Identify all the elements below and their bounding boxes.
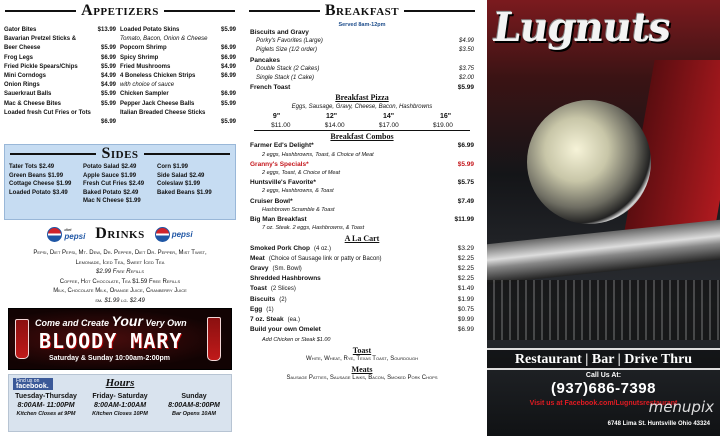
phone-number[interactable]: (937)686-7398 xyxy=(551,380,656,397)
item-name: Popcorn Shrimp xyxy=(120,45,167,52)
hours-column xyxy=(83,393,157,419)
combo-desc: 2 eggs, Toast, & Choice of Meat xyxy=(262,170,341,177)
side-item xyxy=(157,180,228,189)
hours-days: Tuesday-Thursday xyxy=(15,393,77,400)
watermark: menupix xyxy=(648,398,714,416)
item-price: $1.99 xyxy=(196,189,212,196)
item-price: $2.00 xyxy=(458,75,474,82)
toast-title: Toast xyxy=(352,345,372,355)
item-price: $4.99 xyxy=(220,63,236,70)
bloody-mary-banner xyxy=(8,308,232,370)
drinks-section xyxy=(0,223,240,307)
item-price: $2.25 xyxy=(457,275,474,283)
side-item xyxy=(83,180,154,189)
item-label xyxy=(250,244,331,254)
item-price: $6.99 xyxy=(220,91,236,98)
pepsi-logo-right: pepsi xyxy=(155,227,193,242)
hours-column xyxy=(9,393,83,419)
item-price: $5.99 xyxy=(220,27,236,33)
sides-column xyxy=(157,163,231,206)
hours-note: Kitchen Closes 10PM xyxy=(92,411,148,417)
item-price: $1.99 xyxy=(48,172,64,179)
item-price: $1.99 xyxy=(185,181,201,188)
item-price: $11.99 xyxy=(454,216,474,224)
pizza-size: 12" xyxy=(326,112,338,120)
item-price: $2.25 xyxy=(457,265,474,273)
item-name: Gravy xyxy=(250,265,269,273)
item-name: 4 Boneless Chicken Strips xyxy=(120,73,196,80)
item-name: Shredded Hashbrowns xyxy=(250,275,321,283)
sides-column xyxy=(9,163,83,206)
item-price: $5.99 xyxy=(100,45,116,52)
item-name: Pepper Jack Cheese Balls xyxy=(120,100,195,107)
appetizer-note xyxy=(120,35,236,44)
pizza-prices xyxy=(254,121,470,131)
item-name: Mac & Cheese Bites xyxy=(4,100,62,107)
appetizer-item xyxy=(120,54,236,63)
pizza-desc: Eggs, Sausage, Gravy, Cheese, Bacon, Hashbrowns xyxy=(291,103,433,110)
item-label xyxy=(250,325,325,335)
item-name: Gator Bites xyxy=(4,27,37,33)
brand-logo: Lugnuts xyxy=(489,4,674,51)
item-price: $6.99 xyxy=(100,54,116,61)
pizza-size: 16" xyxy=(439,112,452,120)
hours-column xyxy=(157,393,231,419)
pizza-price: $19.00 xyxy=(432,122,453,130)
drinks-title: Drinks xyxy=(95,225,145,242)
appetizer-item xyxy=(120,109,236,118)
item-name: Onion Rings xyxy=(4,82,40,89)
car-grille-image xyxy=(487,280,720,340)
item-label xyxy=(250,295,287,305)
tagline-bar: Restaurant | Bar | Drive Thru xyxy=(487,348,720,370)
alacarte-item xyxy=(250,295,474,305)
item-price: $0.75 xyxy=(457,305,474,313)
breakfast-header xyxy=(244,0,480,22)
sides-header xyxy=(5,145,235,163)
combo-desc: 7 oz. Steak. 2 eggs, Hashbrowns, & Toast xyxy=(262,225,365,232)
item-price: $4.99 xyxy=(100,73,116,80)
appetizer-item xyxy=(4,109,116,118)
item-price: $6.99 xyxy=(220,45,236,52)
item-name: Smoked Pork Chop xyxy=(250,244,310,252)
item-name: Meat xyxy=(250,254,265,262)
appetizers-header xyxy=(0,0,240,22)
item-price: $5.75 xyxy=(457,179,474,187)
combo-desc: 2 eggs, Hashbrowns, & Toast xyxy=(262,188,334,195)
alacarte-item xyxy=(250,244,474,254)
appetizer-item xyxy=(4,63,116,72)
facebook-link[interactable]: Visit us at Facebook.com/Lugnutsrestaurant xyxy=(529,400,678,407)
item-name: Cottage Cheese xyxy=(9,181,55,188)
side-item xyxy=(83,197,154,206)
appetizer-item xyxy=(4,35,116,44)
combo-item xyxy=(250,197,474,206)
item-name: Fried Mushrooms xyxy=(120,63,171,70)
bloody-mary-times: Saturday & Sunday 10:00am-2:00pm xyxy=(49,355,170,362)
item-price: $2.49 xyxy=(39,164,55,170)
item-name: Mac N Cheese xyxy=(83,198,124,205)
item-name: Tater Tots xyxy=(9,164,38,170)
car-bumper-image xyxy=(487,220,720,284)
item-label xyxy=(250,264,302,274)
breakfast-title: Breakfast xyxy=(324,2,400,19)
appetizers-section xyxy=(0,0,240,143)
appetizers-left-list xyxy=(4,26,120,127)
car-headlight-image xyxy=(527,100,651,224)
item-note: (ea.) xyxy=(287,317,300,324)
item-price: $1.99 xyxy=(173,164,189,170)
appetizer-item xyxy=(4,72,116,81)
side-item xyxy=(157,189,228,198)
side-item xyxy=(9,163,80,172)
appetizer-item xyxy=(4,26,116,35)
item-price: $1.99 xyxy=(125,198,141,205)
appetizer-item xyxy=(4,90,116,99)
pepsi-globe-icon xyxy=(155,227,170,242)
item-price: $5.99 xyxy=(457,160,474,168)
item-name: Bavarian Pretzel Sticks & xyxy=(4,36,77,43)
side-item xyxy=(9,172,80,181)
item-name: Beer Cheese xyxy=(4,45,41,52)
hours-time: 8:00AM- 11:00PM xyxy=(17,401,75,409)
item-name: Green Beans xyxy=(9,172,47,179)
item-name: Tomato, Bacon, Onion & Cheese xyxy=(120,36,208,43)
appetizer-item xyxy=(120,118,236,127)
pizza-price: $11.00 xyxy=(271,122,291,130)
side-item xyxy=(9,189,80,198)
item-note: (Choice of Sausage link or patty or Bacon) xyxy=(268,255,382,262)
item-name: Build your own Omelet xyxy=(250,326,321,334)
item-name: Corn xyxy=(157,164,171,170)
hours-note: Kitchen Closes at 9PM xyxy=(16,411,76,417)
alacarte-item xyxy=(250,274,474,284)
item-name: Farmer Ed's Delight* xyxy=(250,142,314,150)
drinks-line-2: Lemonade, Iced Tea, Sweet Iced Tea xyxy=(75,259,165,266)
item-price: $3.29 xyxy=(457,244,474,252)
item-price: $1.99 xyxy=(121,172,137,179)
item-price: $2.25 xyxy=(457,254,474,262)
item-price: $3.49 xyxy=(52,189,68,196)
right-column xyxy=(487,0,720,436)
appetizer-item xyxy=(120,26,236,35)
item-name: Cruiser Bowl* xyxy=(250,197,293,205)
appetizer-item xyxy=(120,100,236,109)
appetizers-right-list xyxy=(120,26,236,127)
sides-list xyxy=(5,163,235,206)
address: 6748 Lima St. Huntsville Ohio 43324 xyxy=(607,421,710,427)
facebook-badge[interactable]: Find us on facebook. xyxy=(13,378,53,390)
item-price: $1.99 xyxy=(457,295,474,303)
sides-section xyxy=(4,144,236,220)
alacarte-title: A La Cart xyxy=(344,234,380,244)
item-note xyxy=(323,276,325,282)
appetizer-item xyxy=(4,81,116,90)
item-name: Single Stack (1 Cake) xyxy=(256,75,315,82)
drink-glass-icon xyxy=(15,319,29,359)
item-label xyxy=(250,254,382,264)
drink-glass-icon xyxy=(207,317,221,361)
item-note xyxy=(323,327,325,333)
appetizer-item xyxy=(4,100,116,109)
item-price: $3.50 xyxy=(458,47,474,54)
biscuits-title: Biscuits and Gravy xyxy=(250,29,309,36)
bloody-mary-title: BLOODY MARY xyxy=(39,329,183,353)
alacarte-item xyxy=(250,284,474,294)
item-name: Baked Beans xyxy=(157,189,195,196)
alacarte-item xyxy=(250,325,474,335)
item-name: Italian Breaded Cheese Sticks xyxy=(120,109,206,116)
pancakes-title: Pancakes xyxy=(250,56,280,64)
item-name: Potato Salad xyxy=(83,164,120,170)
appetizer-item xyxy=(120,90,236,99)
item-price: $4.99 xyxy=(100,82,116,89)
french-toast-item xyxy=(250,83,474,92)
appetizer-item xyxy=(4,118,116,127)
item-name: Biscuits xyxy=(250,295,276,303)
item-price: $13.99 xyxy=(97,27,116,33)
item-name: Baked Potato xyxy=(83,189,122,196)
item-name: Big Man Breakfast xyxy=(250,216,307,224)
item-price: $4.99 xyxy=(458,38,474,45)
left-column xyxy=(0,0,240,436)
pizza-price: $17.00 xyxy=(378,122,399,130)
appetizer-item xyxy=(120,72,236,81)
item-price: $3.75 xyxy=(458,65,474,72)
item-price: $7.49 xyxy=(457,197,474,205)
middle-column xyxy=(244,0,480,436)
alacarte-item xyxy=(250,315,474,325)
item-name: Fresh Cut Fries xyxy=(83,181,128,188)
appetizer-item xyxy=(120,63,236,72)
item-name: Mini Corndogs xyxy=(4,73,46,80)
item-name: with choice of sauce xyxy=(120,82,175,89)
appetizers-title: Appetizers xyxy=(81,2,159,19)
combo-item xyxy=(250,160,474,169)
omelet-note: Add Chicken or Steak $1.00 xyxy=(262,336,331,343)
pizza-title: Breakfast Pizza xyxy=(335,93,389,103)
item-name: Egg xyxy=(250,305,263,313)
combo-item xyxy=(250,141,474,150)
alacarte-item xyxy=(250,254,474,264)
item-price: $5.99 xyxy=(100,63,116,70)
item-label xyxy=(250,305,274,315)
biscuit-item xyxy=(250,37,474,46)
breakfast-menu xyxy=(244,28,480,384)
item-name: Huntsville's Favorite* xyxy=(250,179,316,187)
drinks-line-1: Pepsi, Diet Pepsi, Mt. Dew, Dr. Pepper, Diet Dr. Pepper, Mist Twist, xyxy=(33,250,207,256)
item-name: Double Stack (2 Cakes) xyxy=(256,65,320,72)
item-price: $5.99 xyxy=(100,91,116,98)
hours-section xyxy=(8,374,232,432)
hours-days: Friday- Saturday xyxy=(92,393,148,400)
item-price: $5.99 xyxy=(220,119,236,126)
drinks-line-3: $2.99 Free Refills xyxy=(96,269,144,275)
combo-item xyxy=(250,215,474,224)
pizza-sizes xyxy=(250,112,474,121)
item-price: $5.99 xyxy=(457,84,474,92)
item-price: $2.49 xyxy=(189,172,205,179)
item-price: $5.99 xyxy=(100,100,116,107)
item-name: Chicken Sampler xyxy=(120,91,169,98)
side-item xyxy=(157,163,228,172)
item-note: (1) xyxy=(266,306,274,313)
side-item xyxy=(9,180,80,189)
pancake-item xyxy=(250,74,474,83)
item-price: $5.99 xyxy=(220,100,236,107)
item-price: $6.99 xyxy=(100,119,116,126)
item-name: Coleslaw xyxy=(157,181,184,188)
hours-time: 8:00AM-1:00AM xyxy=(93,401,147,409)
combo-desc: Hashbrown Scramble & Toast xyxy=(262,206,335,213)
item-note: (Sm. Bowl) xyxy=(272,266,302,273)
item-name: Side Salad xyxy=(157,172,188,179)
appetizer-item xyxy=(4,44,116,53)
pancake-item xyxy=(250,65,474,74)
item-name: Porky's Favorites (Large) xyxy=(256,38,323,45)
item-price: $2.49 xyxy=(123,189,139,196)
item-price: $6.99 xyxy=(457,142,474,150)
side-item xyxy=(83,189,154,198)
side-item xyxy=(83,172,154,181)
sides-column xyxy=(83,163,157,206)
pepsi-logo-left: diet pepsi xyxy=(47,227,85,242)
combo-item xyxy=(250,178,474,187)
item-price: $2.49 xyxy=(129,181,145,188)
item-name: Fried Pickle Spears/Chips xyxy=(4,63,78,70)
item-note: (2) xyxy=(279,296,287,303)
appetizer-item xyxy=(4,54,116,63)
alacarte-item xyxy=(250,305,474,315)
item-price: $6.99 xyxy=(220,73,236,80)
sides-title: Sides xyxy=(101,145,139,162)
item-price: $1.99 xyxy=(56,181,72,188)
lugnuts-poster xyxy=(487,0,720,436)
item-label xyxy=(250,315,300,325)
item-note: (2 Slices) xyxy=(270,286,296,293)
combo-desc: 2 eggs, Hashbrowns, Toast, & Choice of Meat xyxy=(262,151,374,158)
item-price: $6.99 xyxy=(220,54,236,61)
item-name: Loaded Potato xyxy=(9,189,51,196)
item-name: Loaded Potato Skins xyxy=(120,27,180,33)
item-price: $2.49 xyxy=(121,164,137,170)
alacarte-item xyxy=(250,264,474,274)
item-name: Piglets Size (1/2 order) xyxy=(256,47,318,54)
hours-time: 8:00AM-8:00PM xyxy=(168,401,220,409)
combos-title: Breakfast Combos xyxy=(330,132,394,142)
item-name: French Toast xyxy=(250,84,291,92)
item-price: $6.99 xyxy=(457,326,474,334)
pizza-size: 14" xyxy=(382,112,395,120)
item-name: Spicy Shrimp xyxy=(120,54,159,61)
item-label xyxy=(250,284,296,294)
item-name: Granny's Specials* xyxy=(250,160,309,168)
call-us-label: Call Us At: xyxy=(585,372,622,379)
item-price: $1.49 xyxy=(457,285,474,293)
hours-title: Hours xyxy=(105,377,135,389)
pizza-size: 9" xyxy=(272,112,281,120)
item-price: $9.99 xyxy=(457,316,474,324)
side-item xyxy=(157,172,228,181)
appetizer-note xyxy=(120,81,236,90)
pizza-price: $14.00 xyxy=(324,122,345,130)
item-name: Sauerkraut Balls xyxy=(4,91,52,98)
hours-note: Bar Opens 10AM xyxy=(171,411,216,417)
item-note: (4 oz.) xyxy=(313,245,331,252)
item-name: Frog Legs xyxy=(4,54,34,61)
appetizer-item xyxy=(120,44,236,53)
drinks-line-5: Milk, Chocolate Milk, Orange Juice, Cranberry Juice xyxy=(53,288,187,294)
item-name: Apple Sauce xyxy=(83,172,120,179)
breakfast-served-hours: Served 8am-12pm xyxy=(338,22,386,28)
meats-line: Sausage Patties, Sausage Links, Bacon, Smoked Pork Chops xyxy=(286,375,438,382)
meats-title: Meats xyxy=(351,365,373,375)
item-name: 7 oz. Steak xyxy=(250,316,284,324)
drinks-line-6: sm. $1.99 lg. $2.49 xyxy=(95,297,145,304)
drinks-line-4: Coffee, Hot Chocolate, Tea $1.59 Free Refills xyxy=(59,278,181,285)
bloody-mary-tagline: Come and Create Your Very Own xyxy=(35,313,187,329)
item-name: Toast xyxy=(250,285,267,293)
item-name: Loaded fresh Cut Fries or Tots xyxy=(4,109,91,116)
item-label xyxy=(250,274,325,284)
drinks-header xyxy=(0,223,240,245)
hours-days: Sunday xyxy=(181,393,207,400)
pepsi-globe-icon xyxy=(47,227,62,242)
biscuit-item xyxy=(250,46,474,55)
hours-grid xyxy=(9,393,231,419)
toast-line: White, Wheat, Rye, Texas Toast, Sourdough xyxy=(306,355,418,362)
side-item xyxy=(83,163,154,172)
